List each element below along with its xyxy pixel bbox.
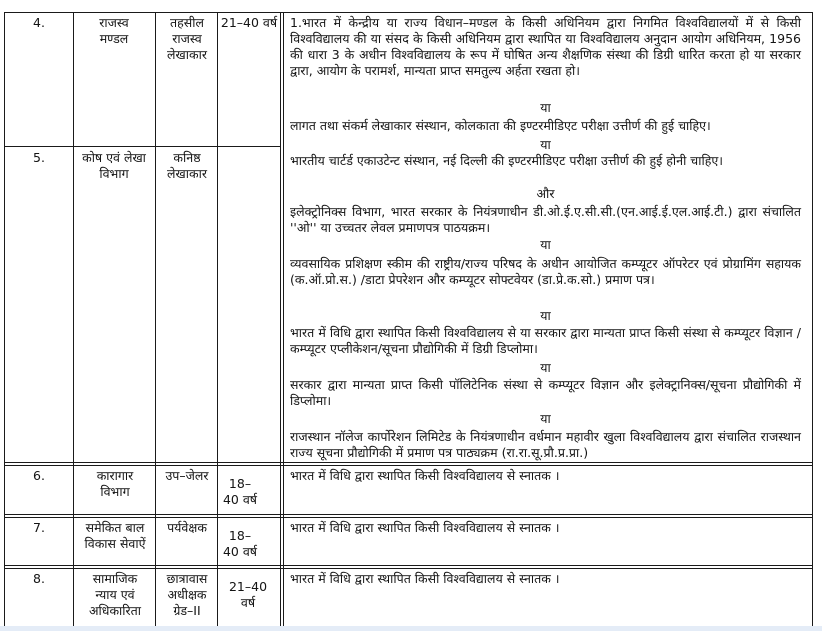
post-cell: छात्रावास अधीक्षक ग्रेड–II bbox=[166, 571, 208, 618]
or-separator: या bbox=[540, 237, 551, 252]
qualification-paragraph: लागत तथा संकर्म लेखाकार संस्थान, कोलकाता की इण्टरमीडिएट परीक्षा उत्तीर्ण की हुई चाहिए। bbox=[290, 118, 711, 133]
department-cell: राजस्व मण्डल bbox=[99, 15, 129, 46]
age-cell: 18–40 वर्ष bbox=[222, 476, 258, 507]
department-cell: कोष एवं लेखा विभाग bbox=[82, 150, 146, 181]
qualification-paragraph: सरकार द्वारा मान्यता प्राप्त किसी पॉलिटेनिक संस्था से कम्प्यूटर विज्ञान और इलेक्ट्रानिक्स/सूचना प्रौद्योगिकी में डिप्लोमा। bbox=[290, 377, 801, 408]
row-number: 4. bbox=[33, 15, 45, 30]
row-divider bbox=[4, 514, 813, 515]
row-number: 8. bbox=[33, 571, 45, 586]
department-cell: कारागार विभाग bbox=[96, 468, 134, 499]
column-divider bbox=[283, 12, 284, 628]
row-divider bbox=[4, 146, 281, 147]
row-divider bbox=[4, 568, 813, 569]
age-cell: 18–40 वर्ष bbox=[222, 528, 258, 559]
qualification-paragraph: भारत में विधि द्वारा स्थापित किसी विश्वविद्यालय से स्नातक । bbox=[290, 520, 560, 535]
department-cell: समेकित बाल विकास सेवाऐं bbox=[84, 520, 146, 551]
row-divider bbox=[4, 565, 813, 566]
department-cell: सामाजिक न्याय एवं अधिकारिता bbox=[88, 571, 142, 618]
row-divider bbox=[4, 462, 813, 463]
or-separator: या bbox=[540, 100, 551, 115]
row-divider bbox=[4, 517, 813, 518]
age-cell: 21–40 वर्ष bbox=[228, 579, 268, 610]
and-separator: और bbox=[536, 186, 555, 201]
table-border-top bbox=[4, 12, 813, 13]
or-separator: या bbox=[540, 411, 551, 426]
qualification-paragraph: भारत में विधि द्वारा स्थापित किसी विश्वविद्यालय से या सरकार द्वारा मान्यता प्राप्त किसी संस्था से कम्प्यूटर विज्ञान /कम्प्यूटर एप्लीकेशन/सूचना प्रौद्योगिकी में डिग्री डिप्लोमा। bbox=[290, 325, 801, 356]
row-number: 6. bbox=[33, 468, 45, 483]
qualification-paragraph: 1.भारत में केन्द्रीय या राज्य विधान–मण्डल के किसी अधिनियम द्वारा निगमित विश्वविद्यालयों में से किसी विश्वविद्यालय की या संसद के किसी अधिनियम द्वारा स्थापित या विश्वविद्यालय अनुदान आयोग अधिनियम, 1956 की धारा 3 के अधीन विश्वविद्यालय के रूप में घोषित अन्य शैक्षणिक संस्था की डिग्री धारित करता हो या सरकार द्वारा, आयोग के परामर्श, मान्यता प्राप्त समतुल्य अर्हता रखता हो। bbox=[290, 15, 801, 78]
page-bottom-edge bbox=[0, 626, 822, 631]
post-cell: उप–जेलर bbox=[165, 468, 209, 483]
or-separator: या bbox=[540, 137, 551, 152]
post-cell: तहसील राजस्व लेखाकार bbox=[167, 15, 207, 62]
qualification-paragraph: भारत में विधि द्वारा स्थापित किसी विश्वविद्यालय से स्नातक । bbox=[290, 468, 560, 483]
row-number: 7. bbox=[33, 520, 45, 535]
qualification-paragraph: राजस्थान नॉलेज कार्पोरेशन लिमिटेड के नियंत्रणाधीन वर्धमान महावीर खुला विश्वविद्यालय द्वारा संचालित राजस्थान राज्य सूचना प्रौद्योगिकी में प्रमाण पत्र पाठ्यक्रम (रा.रा.सू.प्रौ.प्र.प्रा.) bbox=[290, 429, 801, 460]
table-border-right bbox=[812, 12, 813, 628]
column-divider bbox=[280, 12, 281, 628]
qualification-paragraph: भारत में विधि द्वारा स्थापित किसी विश्वविद्यालय से स्नातक । bbox=[290, 571, 560, 586]
qualification-paragraph: व्यवसायिक प्रशिक्षण स्कीम की राष्ट्रीय/राज्य परिषद के अधीन आयोजित कम्प्यूटर ऑपरेटर एवं प्रोग्रामिंग सहायक (क.ऑ.प्रो.स.) /डाटा प्रेपरेशन और कम्प्यूटर सोफ्टवेयर (डा.प्रे.क.सो.) प्रमाण पत्र। bbox=[290, 256, 801, 287]
post-cell: पर्यवेक्षक bbox=[167, 520, 207, 535]
age-cell: 21–40 वर्ष bbox=[220, 15, 278, 30]
post-cell: कनिष्ठ लेखाकार bbox=[167, 150, 207, 181]
row-number: 5. bbox=[33, 150, 45, 165]
or-separator: या bbox=[540, 308, 551, 323]
or-separator: या bbox=[540, 360, 551, 375]
row-divider bbox=[4, 465, 813, 466]
qualification-paragraph: भारतीय चार्टर्ड एकाउटेन्ट संस्थान, नई दिल्ली की इण्टरमीडिएट परीक्षा उत्तीर्ण की हुई होनी चाहिए। bbox=[290, 153, 724, 168]
qualification-paragraph: इलेक्ट्रोनिक्स विभाग, भारत सरकार के नियंत्रणाधीन डी.ओ.ई.ए.सी.सी.(एन.आई.ई.एल.आई.टी.) द्वारा संचालित ''ओ'' या उच्चतर लेवल प्रमाणपत्र पाठयक्रम। bbox=[290, 204, 801, 235]
